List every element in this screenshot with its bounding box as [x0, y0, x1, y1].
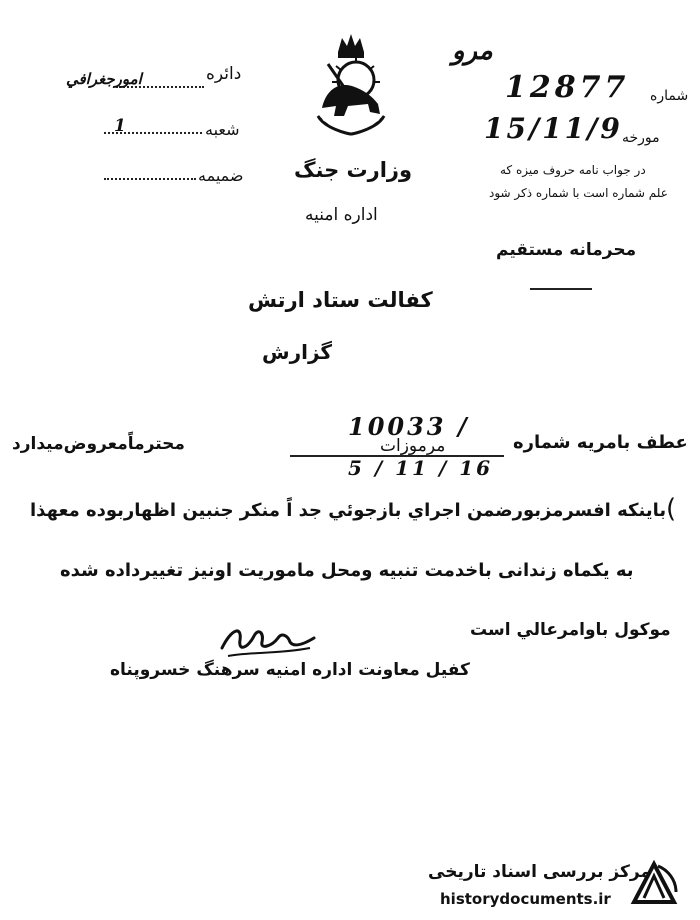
ministry-title: وزارت جنگ — [294, 158, 413, 182]
body-text-line-2: به يكماه زندانى باخدمت تنبيه ومحل ماموريت اونيز تغييرداده شده — [60, 560, 634, 581]
body-text-line-3: موكول باوامرعالي است — [470, 620, 671, 640]
date-value: 15/11/9 — [484, 112, 623, 145]
department-value: امورجغرافي — [66, 70, 142, 88]
signature-icon — [218, 618, 318, 664]
branch-label: شعبه — [205, 120, 240, 139]
confidential-underline — [530, 288, 592, 290]
reference-number: 10033 / — [348, 412, 470, 441]
attachment-dotted-line — [104, 178, 196, 180]
reply-instruction-line-2: علم شماره است با شماره ذكر شود — [489, 186, 668, 200]
number-label: شماره — [650, 88, 689, 104]
archive-title: مرکز بررسی اسناد تاریخی — [428, 862, 651, 882]
lion-and-sun-emblem-icon — [308, 30, 394, 136]
reference-salutation: محترماًمعروض‌ميدارد — [12, 434, 185, 454]
attachment-label: ضميمه — [198, 166, 244, 185]
reference-date: 5 / 11 / 16 — [348, 456, 494, 480]
date-label: مورخه — [622, 130, 660, 146]
reply-instruction-line-1: در جواب نامه حروف ميزه كه — [500, 163, 646, 177]
report-title: گزارش — [262, 340, 333, 364]
department-label: دائره — [206, 64, 242, 84]
number-value: 12877 — [505, 70, 630, 105]
open-parenthesis-mark: ( — [666, 494, 677, 524]
reference-coded-label: مرموزات — [380, 436, 446, 456]
signatory-line: كفيل معاونت اداره امنيه سرهنگ خسروپناه — [110, 660, 470, 680]
office-title: اداره امنيه — [305, 205, 378, 225]
body-text-line-1: باينكه افسرمزبورضمن اجراي بازجوئي جد اً منكر جنبين اظهاربوده معهذا — [30, 500, 667, 521]
reference-intro-text: عطف بامريه شماره — [513, 432, 688, 453]
branch-value: 1 — [114, 116, 126, 136]
confidential-stamp: محرمانه مستقيم — [496, 240, 637, 260]
number-handwritten-note: مرو — [452, 36, 493, 66]
archive-url: historydocuments.ir — [440, 890, 611, 908]
subject-line: كفالت ستاد ارتش — [248, 288, 433, 312]
